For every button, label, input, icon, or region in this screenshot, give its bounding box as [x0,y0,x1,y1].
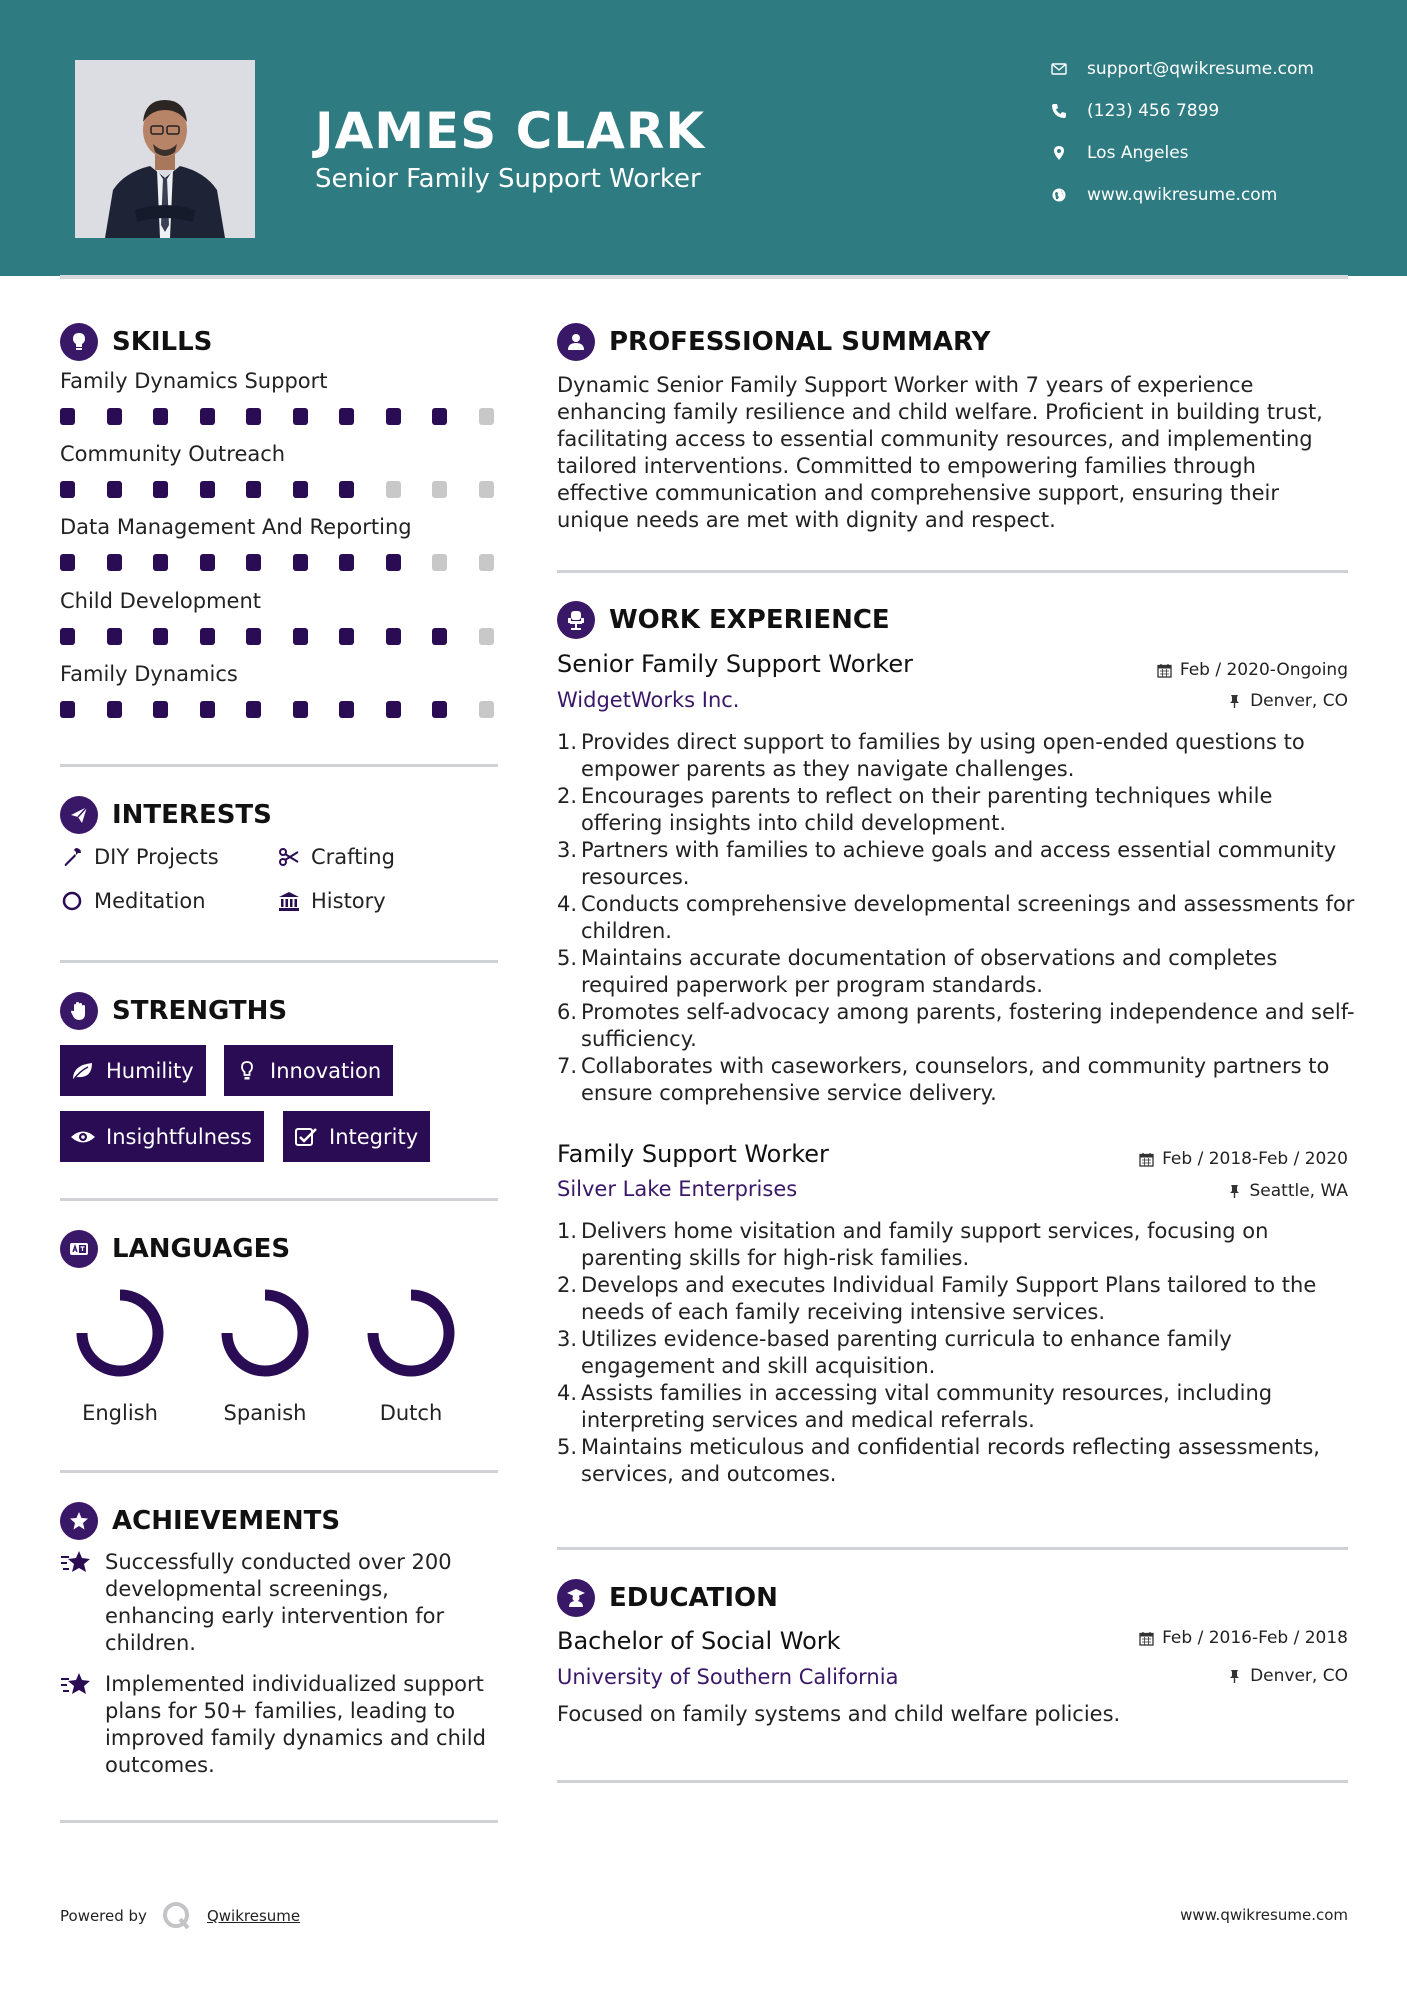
section-divider [557,1780,1348,1783]
strengths-heading [60,992,287,1030]
candidate-title: Senior Family Support Worker [315,164,701,194]
envelope-icon [1050,60,1068,78]
duty-item [557,999,1357,1053]
interest-item [277,845,395,869]
strength-label: Insightfulness [106,1124,252,1149]
skill-rating [60,554,525,571]
lightbulb-icon [60,323,98,361]
strengths-heading-text: STRENGTHS [112,996,288,1026]
duty-number: 1. [557,730,578,754]
languages-heading [60,1230,290,1268]
pushpin-icon [1227,1669,1242,1684]
chair-icon [557,601,595,639]
rating-dot-filled [107,408,122,425]
interest-label: Meditation [94,889,206,913]
duty-number: 4. [557,1381,578,1405]
rating-dot-filled [153,554,168,571]
footer-powered-by [60,1900,300,1932]
rating-dot-filled [60,481,75,498]
duty-text: Conducts comprehensive developmental screenings and assessments for children. [581,892,1355,943]
skill-name: Family Dynamics Support [60,369,328,393]
skill-name: Child Development [60,589,262,613]
company-name: WidgetWorks Inc. [557,688,740,712]
duty-text: Delivers home visitation and family support services, focusing on parenting skills for high-risk families. [581,1219,1269,1270]
contact-phone[interactable] [1050,101,1219,121]
rating-dot-filled [107,481,122,498]
duty-item [557,729,1357,783]
language-name: English [82,1401,158,1425]
strength-tag [224,1045,393,1096]
achievement-text: Successfully conducted over 200 developmental screenings, enhancing early intervention for children. [105,1550,452,1655]
experience-heading-text: WORK EXPERIENCE [609,605,890,635]
experience-heading [557,601,890,639]
summary-heading [557,323,990,361]
star-icon [60,1549,92,1576]
rating-dot-empty [432,481,447,498]
duty-item [557,1053,1357,1107]
rating-dot-filled [60,701,75,718]
duty-item [557,783,1357,837]
contact-email-text: support@qwikresume.com [1087,59,1314,79]
skill-rating [60,408,525,425]
duty-number: 7. [557,1054,578,1078]
calendar-icon [1139,1631,1154,1646]
rating-dot-empty [479,628,494,645]
achievements-heading-text: ACHIEVEMENTS [112,1506,341,1536]
achievement-text: Implemented individualized support plans for 50+ families, leading to improved family dynamics and child outcomes. [105,1672,486,1777]
school-name: University of Southern California [557,1665,899,1689]
phone-icon [1050,102,1068,120]
rating-dot-filled [246,408,261,425]
calendar-icon [1139,1152,1154,1167]
rating-dot-filled [293,408,308,425]
qwikresume-logo-icon [161,1900,193,1932]
job-dates-text: Feb / 2020-Ongoing [1179,660,1348,680]
contact-email[interactable] [1050,59,1314,79]
rating-dot-filled [246,554,261,571]
skill-rating [60,628,525,645]
pushpin-icon [1227,694,1242,709]
rating-dot-filled [386,554,401,571]
rating-dot-filled [293,628,308,645]
skills-heading-text: SKILLS [112,327,213,357]
rating-dot-filled [246,628,261,645]
duty-number: 2. [557,784,578,808]
duty-item [557,1380,1357,1434]
language-item [70,1285,170,1425]
wrench-icon [60,845,84,869]
rating-dot-empty [479,481,494,498]
rating-dot-filled [432,408,447,425]
job-location [1227,1181,1349,1201]
language-name: Dutch [379,1401,443,1425]
duty-item [557,1272,1357,1326]
duty-text: Collaborates with caseworkers, counselors, and community partners to ensure comprehensive service delivery. [581,1054,1330,1105]
education-location-text: Denver, CO [1250,1666,1348,1686]
language-item [215,1285,315,1425]
rating-dot-filled [339,481,354,498]
rating-dot-filled [432,701,447,718]
duty-number: 1. [557,1219,578,1243]
language-icon [60,1230,98,1268]
achievement-item [60,1549,500,1657]
rating-dot-filled [200,408,215,425]
rating-dot-filled [200,554,215,571]
duty-text: Utilizes evidence-based parenting curricula to enhance family engagement and skill acquisition. [581,1327,1232,1378]
job-title: Senior Family Support Worker [557,650,913,678]
duty-item [557,945,1357,999]
graduate-icon [557,1579,595,1617]
job-location-text: Seattle, WA [1249,1181,1348,1201]
interest-label: Crafting [311,845,395,869]
degree-title: Bachelor of Social Work [557,1627,841,1655]
duty-number: 2. [557,1273,578,1297]
rating-dot-filled [60,554,75,571]
education-heading [557,1579,778,1617]
section-divider [60,1470,498,1473]
section-divider [60,960,498,963]
circle-icon [60,889,84,913]
duties-list [557,1218,1357,1488]
language-item [361,1285,461,1425]
pushpin-icon [1227,1184,1242,1199]
contact-phone-text: (123) 456 7899 [1087,101,1220,121]
duty-text: Maintains meticulous and confidential records reflecting assessments, services, and outcomes. [581,1435,1320,1486]
duty-number: 3. [557,1327,578,1351]
rating-dot-empty [479,408,494,425]
education-dates [1139,1628,1348,1648]
interests-heading-text: INTERESTS [112,800,272,830]
scissors-icon [277,845,301,869]
rating-dot-filled [153,701,168,718]
rating-dot-filled [153,628,168,645]
language-level-ring [363,1285,459,1381]
education-location [1227,1666,1348,1686]
rating-dot-filled [153,408,168,425]
eye-icon [70,1126,96,1148]
section-divider [60,764,498,767]
rating-dot-filled [153,481,168,498]
check-square-icon [293,1126,319,1148]
section-divider [557,570,1348,573]
rating-dot-filled [293,701,308,718]
paper-plane-icon [60,796,98,834]
duty-text: Partners with families to achieve goals and access essential community resources. [581,838,1337,889]
section-divider [60,1198,498,1201]
rating-dot-filled [339,628,354,645]
interest-item [60,845,219,869]
globe-icon [1050,186,1068,204]
duty-item [557,1326,1357,1380]
duty-text: Provides direct support to families by using open-ended questions to empower parents as they navigate challenges. [581,730,1305,781]
duty-item [557,837,1357,891]
strength-label: Integrity [329,1124,419,1149]
contact-website-text: www.qwikresume.com [1087,185,1278,205]
hand-icon [60,992,98,1030]
candidate-name: JAMES CLARK [315,102,706,160]
star-badge-icon [60,1502,98,1540]
rating-dot-filled [107,628,122,645]
rating-dot-filled [200,701,215,718]
user-icon [557,323,595,361]
duty-text: Maintains accurate documentation of observations and completes required paperwork per program standards. [581,946,1278,997]
rating-dot-filled [60,408,75,425]
qwikresume-link[interactable]: Qwikresume [206,1907,301,1925]
header-divider [60,275,1348,279]
skill-rating [60,701,525,718]
job-dates [1157,660,1348,680]
strength-tag [60,1111,264,1162]
leaf-icon [70,1060,96,1082]
interest-label: History [311,889,386,913]
rating-dot-filled [432,628,447,645]
rating-dot-empty [432,554,447,571]
calendar-icon [1157,663,1172,678]
skill-rating [60,481,525,498]
language-level-ring [72,1285,168,1381]
rating-dot-filled [246,701,261,718]
contact-location-text: Los Angeles [1087,143,1189,163]
language-level-ring [217,1285,313,1381]
skill-name: Family Dynamics [60,662,238,686]
rating-dot-filled [107,554,122,571]
rating-dot-filled [293,481,308,498]
job-title: Family Support Worker [557,1140,829,1168]
skills-heading [60,323,212,361]
rating-dot-filled [60,628,75,645]
rating-dot-filled [339,701,354,718]
job-dates [1139,1149,1348,1169]
rating-dot-filled [293,554,308,571]
strength-tag [60,1045,206,1096]
duty-number: 3. [557,838,578,862]
rating-dot-filled [339,408,354,425]
education-heading-text: EDUCATION [609,1583,778,1613]
duty-item [557,1218,1357,1272]
interest-item [60,889,206,913]
duty-text: Promotes self-advocacy among parents, fostering independence and self-sufficiency. [581,1000,1355,1051]
skill-name: Data Management And Reporting [60,515,412,539]
star-icon [60,1671,92,1698]
duty-text: Encourages parents to reflect on their parenting techniques while offering insights into child development. [581,784,1273,835]
section-divider [60,1820,498,1823]
section-divider [557,1547,1348,1550]
strength-label: Humility [106,1058,194,1083]
powered-by-text: Powered by [60,1907,147,1925]
duty-item [557,1434,1357,1488]
bank-icon [277,889,301,913]
duty-text: Assists families in accessing vital community resources, including interpreting services and medical referrals. [581,1381,1273,1432]
duty-text: Develops and executes Individual Family Support Plans tailored to the needs of each family receiving intensive services. [581,1273,1317,1324]
contact-location [1050,143,1189,163]
rating-dot-empty [386,481,401,498]
achievement-item [60,1671,500,1779]
duty-number: 5. [557,1435,578,1459]
education-description: Focused on family systems and child welfare policies. [557,1702,1121,1726]
achievements-heading [60,1502,340,1540]
rating-dot-filled [386,701,401,718]
profile-photo [75,60,255,238]
rating-dot-filled [200,481,215,498]
lightbulb-icon [234,1060,260,1082]
job-location [1227,691,1348,711]
map-pin-icon [1050,144,1068,162]
job-dates-text: Feb / 2018-Feb / 2020 [1162,1149,1348,1169]
strength-label: Innovation [270,1058,382,1083]
footer-website[interactable]: www.qwikresume.com [1180,1906,1348,1924]
rating-dot-filled [386,628,401,645]
interest-item [277,889,386,913]
rating-dot-filled [339,554,354,571]
rating-dot-filled [200,628,215,645]
skill-name: Community Outreach [60,442,286,466]
rating-dot-empty [479,554,494,571]
duty-number: 4. [557,892,578,916]
language-name: Spanish [223,1401,307,1425]
summary-heading-text: PROFESSIONAL SUMMARY [609,327,991,357]
rating-dot-empty [479,701,494,718]
interest-label: DIY Projects [94,845,219,869]
rating-dot-filled [246,481,261,498]
duty-number: 5. [557,946,578,970]
summary-text: Dynamic Senior Family Support Worker with 7 years of experience enhancing family resilience and child welfare. Proficient in building trust, facilitating access to essential community resources, and implementing tailored interventions. Committed to empowering families through effective communication and comprehensive support, ensuring their unique needs are met with dignity and respect. [557,373,1323,532]
interests-heading [60,796,272,834]
rating-dot-filled [386,408,401,425]
languages-heading-text: LANGUAGES [112,1234,291,1264]
education-dates-text: Feb / 2016-Feb / 2018 [1162,1628,1348,1648]
duty-number: 6. [557,1000,578,1024]
duties-list [557,729,1357,1107]
strength-tag [283,1111,430,1162]
contact-website[interactable] [1050,185,1277,205]
rating-dot-filled [107,701,122,718]
company-name: Silver Lake Enterprises [557,1177,798,1201]
job-location-text: Denver, CO [1250,691,1348,711]
duty-item [557,891,1357,945]
